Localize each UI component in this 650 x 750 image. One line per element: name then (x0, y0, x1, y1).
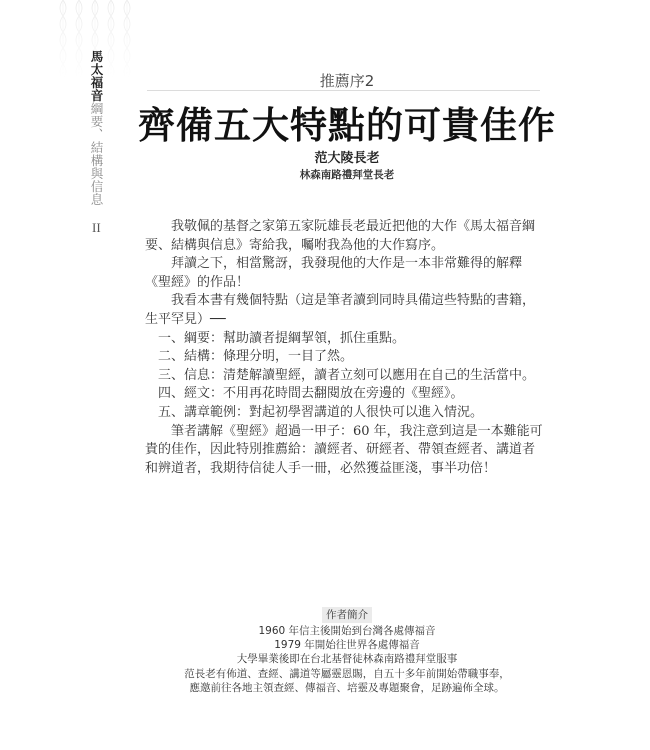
page-title: 齊備五大特點的可貴佳作 (138, 103, 556, 147)
paragraph: 我敬佩的基督之家第五家阮雄長老最近把他的大作《馬太福音綱要、結構與信息》寄給我，囑咐我為他的大作寫序。 (145, 219, 536, 253)
bio-line: 應邀前往各地主領查經、傳福音、培靈及專題聚會，足跡遍佈全球。 (189, 681, 505, 694)
paragraph: 筆者講解《聖經》超過一甲子：60 年，我注意到這是一本難能可貴的佳作，因此特別推薦給：讀經者、研經者、帶領查經者、講道者和辨道者，我期待信徒人手一冊，必然獲益匪淺，事半功倍！ (145, 423, 543, 476)
header-divider (147, 90, 540, 91)
feature-item: 四、經文：不用再花時間去翻閱放在旁邊的《聖經》。 (158, 386, 464, 402)
author-bio-label-text: 作者簡介 (322, 607, 372, 623)
page-number: II (92, 220, 101, 235)
bio-line: 范長老有佈道、查經、講道等屬靈恩賜，自五十多年前開始帶職事奉， (184, 667, 510, 680)
bio-line: 大學畢業後即在台北基督徒林森南路禮拜堂服事 (236, 653, 458, 666)
author-name: 范大陵長老 (314, 151, 380, 166)
book-title-main: 馬太福音 (89, 50, 104, 102)
feature-item: 五、講章範例：對起初學習講道的人很快可以進入情況。 (158, 404, 484, 420)
feature-item: 二、結構：條理分明，一目了然。 (158, 349, 354, 365)
author-affiliation: 林森南路禮拜堂長老 (299, 169, 395, 181)
author-bio (0, 624, 650, 695)
bio-line: 1960 年信主後開始到台灣各處傳福音 (258, 625, 436, 637)
paragraph: 我看本書有幾個特點（這是筆者讀到同時具備這些特點的書籍，生平罕見）── (145, 293, 536, 327)
author-bio-label (0, 603, 650, 623)
paragraph: 拜讀之下，相當驚訝，我發現他的大作是一本非常難得的解釋《聖經》的作品！ (145, 256, 523, 290)
section-kicker: 推薦序2 (319, 72, 375, 90)
book-title-sub: 綱要、結構與信息 (89, 102, 104, 206)
feature-item: 三、信息：清楚解讀聖經，讀者立刻可以應用在自己的生活當中。 (158, 367, 536, 383)
body-text (145, 218, 545, 478)
feature-item: 一、綱要：幫助讀者提綱挈領，抓住重點。 (158, 330, 406, 346)
bio-line: 1979 年開始往世界各處傳福音 (274, 639, 420, 652)
